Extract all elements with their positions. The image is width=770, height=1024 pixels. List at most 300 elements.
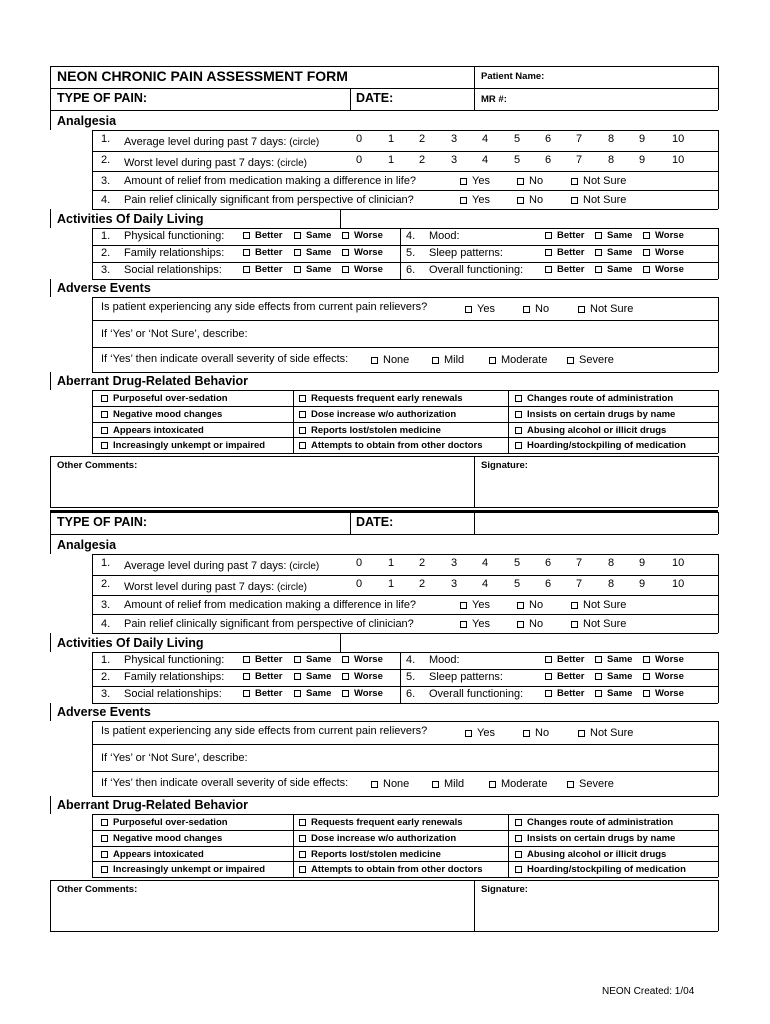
a-adl-item-num: 4. (406, 230, 416, 242)
checkbox-icon[interactable] (299, 835, 306, 842)
h-rule (92, 554, 718, 555)
checkbox-icon[interactable] (517, 178, 524, 185)
checkbox-label: Better (255, 264, 283, 275)
b-adl-6-worse-checkbox[interactable] (643, 688, 684, 699)
checkbox-icon[interactable] (294, 249, 301, 256)
checkbox-icon[interactable] (545, 673, 552, 680)
checkbox-label: Negative mood changes (113, 409, 223, 420)
form-right-border (718, 512, 719, 534)
v-rule (718, 721, 719, 796)
checkbox-icon[interactable] (571, 197, 578, 204)
h-rule (92, 422, 718, 423)
b-adl-1-same-checkbox[interactable] (294, 654, 331, 665)
a-scale-5-item2[interactable]: 5 (514, 154, 521, 166)
checkbox-icon[interactable] (432, 357, 439, 364)
checkbox-icon[interactable] (101, 411, 108, 418)
v-rule (474, 880, 475, 931)
a-adl-4-better-checkbox[interactable] (545, 230, 584, 241)
checkbox-icon[interactable] (571, 178, 578, 185)
checkbox-label: Same (607, 654, 633, 665)
a-adl-3-same-checkbox[interactable] (294, 264, 331, 275)
checkbox-icon[interactable] (299, 427, 306, 434)
b-dose-increase-w-o-authorization-checkbox[interactable] (299, 833, 456, 844)
a-dose-increase-w-o-authorization-checkbox[interactable] (299, 409, 456, 420)
a-adl-6-better-checkbox[interactable] (545, 264, 584, 275)
checkbox-icon[interactable] (465, 730, 472, 737)
b-scale-4-item1[interactable]: 4 (482, 557, 489, 569)
checkbox-icon[interactable] (101, 866, 108, 873)
b-adl-5-better-checkbox[interactable] (545, 671, 584, 682)
v-rule (718, 554, 719, 633)
b-scale-5-item1[interactable]: 5 (514, 557, 521, 569)
a-scale-3-item1[interactable]: 3 (451, 133, 458, 145)
a-analgesia-3-no-checkbox[interactable] (517, 175, 543, 187)
checkbox-icon[interactable] (578, 730, 585, 737)
a-severity-severe-checkbox[interactable] (567, 354, 614, 366)
checkbox-icon[interactable] (342, 656, 349, 663)
a-scale-4-item2[interactable]: 4 (482, 154, 489, 166)
checkbox-icon[interactable] (515, 427, 522, 434)
a-scale-8-item2[interactable]: 8 (608, 154, 615, 166)
a-changes-route-of-administration-checkbox[interactable] (515, 393, 673, 404)
checkbox-icon[interactable] (643, 690, 650, 697)
a-analgesia-item-num: 1. (101, 133, 111, 145)
b-analgesia-item-num: 1. (101, 557, 111, 569)
a-negative-mood-changes-checkbox[interactable] (101, 409, 222, 420)
b-adl-2-better-checkbox[interactable] (243, 671, 282, 682)
b-adl-6-better-checkbox[interactable] (545, 688, 584, 699)
a-adl-3-better-checkbox[interactable] (243, 264, 282, 275)
b-adverse-yes-checkbox[interactable] (465, 727, 495, 739)
checkbox-icon[interactable] (243, 656, 250, 663)
checkbox-icon[interactable] (294, 656, 301, 663)
b-scale-7-item1[interactable]: 7 (576, 557, 583, 569)
checkbox-icon[interactable] (515, 395, 522, 402)
a-scale-6-item2[interactable]: 6 (545, 154, 552, 166)
a-attempts-to-obtain-from-other-doctors-checkbox[interactable] (299, 440, 483, 451)
checkbox-icon[interactable] (545, 690, 552, 697)
v-rule (92, 297, 93, 372)
checkbox-icon[interactable] (595, 266, 602, 273)
form-left-border (50, 66, 51, 110)
checkbox-icon[interactable] (489, 357, 496, 364)
h-rule (50, 880, 718, 881)
b-scale-7-item2[interactable]: 7 (576, 578, 583, 590)
checkbox-icon[interactable] (515, 819, 522, 826)
checkbox-label: Mild (444, 778, 465, 790)
b-scale-6-item2[interactable]: 6 (545, 578, 552, 590)
a-hoarding-stockpiling-of-medication-checkbox[interactable] (515, 440, 686, 451)
a-adverse-severity-label: If ‘Yes’ then indicate overall severity of side effects: (101, 353, 349, 365)
checkbox-icon[interactable] (571, 602, 578, 609)
a-scale-0-item1[interactable]: 0 (356, 133, 363, 145)
a-scale-8-item1[interactable]: 8 (608, 133, 615, 145)
b-analgesia-4-not-sure-checkbox[interactable] (571, 618, 626, 630)
h-rule (50, 931, 718, 932)
a-type-of-pain-label: TYPE OF PAIN: (57, 91, 148, 105)
b-severity-none-checkbox[interactable] (371, 778, 409, 790)
checkbox-icon[interactable] (342, 232, 349, 239)
h-rule (50, 110, 718, 111)
b-analgesia-4-no-checkbox[interactable] (517, 618, 543, 630)
checkbox-icon[interactable] (595, 656, 602, 663)
b-scale-3-item2[interactable]: 3 (451, 578, 458, 590)
b-adl-item-4: Mood: (429, 654, 460, 666)
checkbox-label: Same (306, 688, 332, 699)
a-requests-frequent-early-renewals-checkbox[interactable] (299, 393, 463, 404)
checkbox-icon[interactable] (515, 851, 522, 858)
a-scale-2-item2[interactable]: 2 (419, 154, 426, 166)
checkbox-label: Increasingly unkempt or impaired (113, 864, 266, 875)
b-adl-3-worse-checkbox[interactable] (342, 688, 383, 699)
checkbox-icon[interactable] (571, 621, 578, 628)
b-appears-intoxicated-checkbox[interactable] (101, 849, 204, 860)
b-adl-5-same-checkbox[interactable] (595, 671, 632, 682)
h-rule (92, 372, 718, 373)
checkbox-icon[interactable] (523, 306, 530, 313)
checkbox-icon[interactable] (101, 395, 108, 402)
a-severity-none-checkbox[interactable] (371, 354, 409, 366)
checkbox-icon[interactable] (460, 178, 467, 185)
checkbox-icon[interactable] (243, 266, 250, 273)
a-scale-3-item2[interactable]: 3 (451, 154, 458, 166)
checkbox-icon[interactable] (294, 690, 301, 697)
b-reports-lost-stolen-medicine-checkbox[interactable] (299, 849, 441, 860)
b-scale-2-item1[interactable]: 2 (419, 557, 426, 569)
b-adl-4-same-checkbox[interactable] (595, 654, 632, 665)
b-adl-item-6: Overall functioning: (429, 688, 524, 700)
b-adverse-question: Is patient experiencing any side effects from current pain relievers? (101, 725, 428, 737)
a-analgesia-item-1: Average level during past 7 days: (circle) (124, 136, 320, 148)
checkbox-label: Yes (472, 194, 490, 206)
b-severity-moderate-checkbox[interactable] (489, 778, 547, 790)
h-rule (92, 633, 718, 634)
a-scale-10-item2[interactable]: 10 (672, 154, 685, 166)
b-requests-frequent-early-renewals-checkbox[interactable] (299, 817, 463, 828)
b-adl-1-better-checkbox[interactable] (243, 654, 282, 665)
b-scale-8-item1[interactable]: 8 (608, 557, 615, 569)
checkbox-icon[interactable] (101, 427, 108, 434)
b-analgesia-item-num: 4. (101, 618, 111, 630)
b-signature-label[interactable]: Signature: (481, 884, 528, 895)
b-increasingly-unkempt-or-impaired-checkbox[interactable] (101, 864, 265, 875)
a-adl-4-worse-checkbox[interactable] (643, 230, 684, 241)
b-adl-3-better-checkbox[interactable] (243, 688, 282, 699)
b-adl-5-worse-checkbox[interactable] (643, 671, 684, 682)
b-analgesia-3-yes-checkbox[interactable] (460, 599, 490, 611)
checkbox-icon[interactable] (545, 249, 552, 256)
checkbox-label: Changes route of administration (527, 817, 674, 828)
b-scale-6-item1[interactable]: 6 (545, 557, 552, 569)
h-rule (92, 595, 718, 596)
checkbox-label: Appears intoxicated (113, 425, 204, 436)
b-adl-2-same-checkbox[interactable] (294, 671, 331, 682)
checkbox-label: Not Sure (590, 727, 634, 739)
checkbox-icon[interactable] (515, 866, 522, 873)
a-adl-3-worse-checkbox[interactable] (342, 264, 383, 275)
b-adl-1-worse-checkbox[interactable] (342, 654, 383, 665)
checkbox-icon[interactable] (643, 232, 650, 239)
b-scale-9-item2[interactable]: 9 (639, 578, 646, 590)
checkbox-icon[interactable] (342, 249, 349, 256)
b-adverse-not-sure-checkbox[interactable] (578, 727, 633, 739)
checkbox-icon[interactable] (567, 781, 574, 788)
checkbox-label: Yes (472, 175, 490, 187)
checkbox-icon[interactable] (545, 232, 552, 239)
a-scale-9-item1[interactable]: 9 (639, 133, 646, 145)
checkbox-icon[interactable] (243, 232, 250, 239)
checkbox-label: Same (607, 230, 633, 241)
b-scale-9-item1[interactable]: 9 (639, 557, 646, 569)
checkbox-icon[interactable] (243, 249, 250, 256)
a-insists-on-certain-drugs-by-name-checkbox[interactable] (515, 409, 675, 420)
checkbox-icon[interactable] (243, 690, 250, 697)
checkbox-label: Mild (444, 354, 465, 366)
checkbox-icon[interactable] (643, 266, 650, 273)
a-abusing-alcohol-or-illicit-drugs-checkbox[interactable] (515, 425, 666, 436)
b-analgesia-4-yes-checkbox[interactable] (460, 618, 490, 630)
checkbox-icon[interactable] (299, 819, 306, 826)
checkbox-icon[interactable] (371, 781, 378, 788)
b-severity-mild-checkbox[interactable] (432, 778, 464, 790)
b-scale-5-item2[interactable]: 5 (514, 578, 521, 590)
b-scale-4-item2[interactable]: 4 (482, 578, 489, 590)
a-analgesia-4-no-checkbox[interactable] (517, 194, 543, 206)
b-negative-mood-changes-checkbox[interactable] (101, 833, 222, 844)
h-rule (92, 209, 718, 210)
a-scale-1-item2[interactable]: 1 (388, 154, 395, 166)
b-changes-route-of-administration-checkbox[interactable] (515, 817, 673, 828)
b-analgesia-heading: Analgesia (57, 538, 117, 552)
a-scale-4-item1[interactable]: 4 (482, 133, 489, 145)
checkbox-icon[interactable] (371, 357, 378, 364)
form-left-border (50, 512, 51, 534)
checkbox-label: Better (557, 688, 585, 699)
checkbox-label: Not Sure (583, 194, 627, 206)
checkbox-label: None (383, 354, 410, 366)
checkbox-icon[interactable] (432, 781, 439, 788)
a-analgesia-4-yes-checkbox[interactable] (460, 194, 490, 206)
b-scale-8-item2[interactable]: 8 (608, 578, 615, 590)
b-analgesia-3-not-sure-checkbox[interactable] (571, 599, 626, 611)
b-other-comments-label[interactable]: Other Comments: (57, 884, 138, 895)
checkbox-icon[interactable] (515, 835, 522, 842)
a-scale-6-item1[interactable]: 6 (545, 133, 552, 145)
checkbox-label: Moderate (501, 354, 548, 366)
a-scale-7-item1[interactable]: 7 (576, 133, 583, 145)
b-severity-severe-checkbox[interactable] (567, 778, 614, 790)
checkbox-label: Same (607, 247, 633, 258)
h-rule (50, 507, 718, 508)
checkbox-icon[interactable] (294, 673, 301, 680)
checkbox-icon[interactable] (517, 621, 524, 628)
checkbox-icon[interactable] (299, 866, 306, 873)
a-scale-7-item2[interactable]: 7 (576, 154, 583, 166)
checkbox-icon[interactable] (299, 395, 306, 402)
checkbox-icon[interactable] (643, 249, 650, 256)
a-reports-lost-stolen-medicine-checkbox[interactable] (299, 425, 441, 436)
a-scale-10-item1[interactable]: 10 (672, 133, 685, 145)
a-scale-0-item2[interactable]: 0 (356, 154, 363, 166)
a-increasingly-unkempt-or-impaired-checkbox[interactable] (101, 440, 265, 451)
checkbox-icon[interactable] (567, 357, 574, 364)
checkbox-icon[interactable] (299, 442, 306, 449)
b-adl-3-same-checkbox[interactable] (294, 688, 331, 699)
form-title: NEON CHRONIC PAIN ASSESSMENT FORM (57, 68, 348, 84)
checkbox-icon[interactable] (595, 690, 602, 697)
checkbox-label: Yes (477, 303, 495, 315)
a-analgesia-item-num: 3. (101, 175, 111, 187)
h-rule (92, 830, 718, 831)
b-insists-on-certain-drugs-by-name-checkbox[interactable] (515, 833, 675, 844)
a-adl-4-same-checkbox[interactable] (595, 230, 632, 241)
checkbox-icon[interactable] (517, 602, 524, 609)
b-scale-1-item1[interactable]: 1 (388, 557, 395, 569)
checkbox-icon[interactable] (299, 851, 306, 858)
b-hoarding-stockpiling-of-medication-checkbox[interactable] (515, 864, 686, 875)
checkbox-icon[interactable] (465, 306, 472, 313)
checkbox-icon[interactable] (489, 781, 496, 788)
a-appears-intoxicated-checkbox[interactable] (101, 425, 204, 436)
b-adverse-heading: Adverse Events (57, 705, 151, 719)
v-rule (718, 652, 719, 703)
a-adl-5-worse-checkbox[interactable] (643, 247, 684, 258)
a-purposeful-over-sedation-checkbox[interactable] (101, 393, 228, 404)
checkbox-icon[interactable] (545, 266, 552, 273)
a-adverse-yes-checkbox[interactable] (465, 303, 495, 315)
h-rule (92, 151, 718, 152)
checkbox-icon[interactable] (523, 730, 530, 737)
v-rule (340, 209, 341, 228)
checkbox-icon[interactable] (460, 602, 467, 609)
b-adl-4-better-checkbox[interactable] (545, 654, 584, 665)
b-scale-10-item2[interactable]: 10 (672, 578, 685, 590)
a-adverse-no-checkbox[interactable] (523, 303, 549, 315)
checkbox-icon[interactable] (101, 819, 108, 826)
a-adl-2-better-checkbox[interactable] (243, 247, 282, 258)
a-adl-1-same-checkbox[interactable] (294, 230, 331, 241)
checkbox-label: Worse (354, 688, 383, 699)
a-severity-mild-checkbox[interactable] (432, 354, 464, 366)
checkbox-icon[interactable] (460, 621, 467, 628)
checkbox-label: Changes route of administration (527, 393, 674, 404)
a-severity-moderate-checkbox[interactable] (489, 354, 547, 366)
checkbox-icon[interactable] (294, 266, 301, 273)
checkbox-icon[interactable] (299, 411, 306, 418)
checkbox-icon[interactable] (342, 690, 349, 697)
b-adl-4-worse-checkbox[interactable] (643, 654, 684, 665)
checkbox-icon[interactable] (595, 673, 602, 680)
b-attempts-to-obtain-from-other-doctors-checkbox[interactable] (299, 864, 483, 875)
checkbox-icon[interactable] (578, 306, 585, 313)
b-scale-1-item2[interactable]: 1 (388, 578, 395, 590)
a-other-comments-label[interactable]: Other Comments: (57, 460, 138, 471)
h-rule (92, 652, 718, 653)
h-rule (92, 669, 718, 670)
checkbox-label: Requests frequent early renewals (311, 393, 463, 404)
a-scale-2-item1[interactable]: 2 (419, 133, 426, 145)
checkbox-icon[interactable] (460, 197, 467, 204)
checkbox-icon[interactable] (643, 656, 650, 663)
checkbox-icon[interactable] (101, 851, 108, 858)
checkbox-icon[interactable] (517, 197, 524, 204)
b-scale-2-item2[interactable]: 2 (419, 578, 426, 590)
checkbox-icon[interactable] (515, 442, 522, 449)
b-adl-6-same-checkbox[interactable] (595, 688, 632, 699)
checkbox-label: Worse (655, 264, 684, 275)
checkbox-icon[interactable] (342, 673, 349, 680)
checkbox-icon[interactable] (643, 673, 650, 680)
checkbox-icon[interactable] (294, 232, 301, 239)
b-scale-10-item1[interactable]: 10 (672, 557, 685, 569)
a-adl-2-same-checkbox[interactable] (294, 247, 331, 258)
a-scale-9-item2[interactable]: 9 (639, 154, 646, 166)
form-right-border (718, 66, 719, 110)
b-adl-item-1: Physical functioning: (124, 654, 225, 666)
b-adverse-describe-label: If ‘Yes’ or ‘Not Sure’, describe: (101, 752, 248, 764)
a-adl-5-better-checkbox[interactable] (545, 247, 584, 258)
h-rule (92, 320, 718, 321)
a-signature-label[interactable]: Signature: (481, 460, 528, 471)
checkbox-icon[interactable] (595, 232, 602, 239)
a-adl-item-num: 1. (101, 230, 111, 242)
checkbox-icon[interactable] (545, 656, 552, 663)
b-adl-2-worse-checkbox[interactable] (342, 671, 383, 682)
b-abusing-alcohol-or-illicit-drugs-checkbox[interactable] (515, 849, 666, 860)
h-rule (92, 130, 718, 131)
a-adl-6-worse-checkbox[interactable] (643, 264, 684, 275)
a-adl-2-worse-checkbox[interactable] (342, 247, 383, 258)
checkbox-icon[interactable] (101, 442, 108, 449)
h-rule (92, 171, 718, 172)
a-scale-1-item1[interactable]: 1 (388, 133, 395, 145)
a-adl-item-3: Social relationships: (124, 264, 222, 276)
checkbox-label: Yes (477, 727, 495, 739)
checkbox-label: Worse (354, 654, 383, 665)
checkbox-label: Better (557, 230, 585, 241)
b-date-label: DATE: (356, 515, 394, 529)
a-adl-1-better-checkbox[interactable] (243, 230, 282, 241)
b-scale-0-item1[interactable]: 0 (356, 557, 363, 569)
a-analgesia-3-not-sure-checkbox[interactable] (571, 175, 626, 187)
a-scale-5-item1[interactable]: 5 (514, 133, 521, 145)
a-analgesia-4-not-sure-checkbox[interactable] (571, 194, 626, 206)
checkbox-label: Same (306, 230, 332, 241)
b-analgesia-3-no-checkbox[interactable] (517, 599, 543, 611)
b-adl-item-num: 4. (406, 654, 416, 666)
a-adverse-question: Is patient experiencing any side effects from current pain relievers? (101, 301, 428, 313)
checkbox-icon[interactable] (515, 411, 522, 418)
h-rule (92, 190, 718, 191)
a-adverse-not-sure-checkbox[interactable] (578, 303, 633, 315)
checkbox-icon[interactable] (595, 249, 602, 256)
checkbox-icon[interactable] (101, 835, 108, 842)
a-adl-1-worse-checkbox[interactable] (342, 230, 383, 241)
a-analgesia-3-yes-checkbox[interactable] (460, 175, 490, 187)
checkbox-label: Worse (655, 247, 684, 258)
b-adverse-no-checkbox[interactable] (523, 727, 549, 739)
b-scale-0-item2[interactable]: 0 (356, 578, 363, 590)
a-adl-6-same-checkbox[interactable] (595, 264, 632, 275)
checkbox-label: Yes (472, 599, 490, 611)
b-scale-3-item1[interactable]: 3 (451, 557, 458, 569)
checkbox-label: Abusing alcohol or illicit drugs (527, 425, 667, 436)
checkbox-icon[interactable] (342, 266, 349, 273)
b-purposeful-over-sedation-checkbox[interactable] (101, 817, 228, 828)
checkbox-icon[interactable] (243, 673, 250, 680)
a-adl-5-same-checkbox[interactable] (595, 247, 632, 258)
a-adverse-heading: Adverse Events (57, 281, 151, 295)
